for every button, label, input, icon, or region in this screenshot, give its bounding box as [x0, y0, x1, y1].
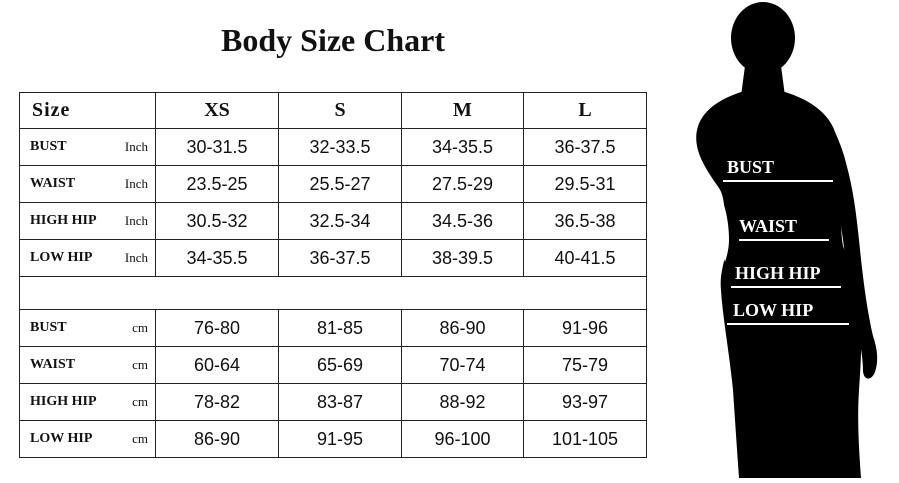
row-label	[20, 166, 156, 203]
low-hip-line	[727, 323, 849, 325]
size-value: 60-64	[156, 347, 279, 384]
figure-label-waist: WAIST	[739, 216, 798, 236]
table-header-row	[20, 93, 647, 129]
column-header-xs: XS	[156, 93, 279, 129]
waist-line	[739, 239, 829, 241]
size-value: 25.5-27	[279, 166, 402, 203]
row-label	[20, 240, 156, 277]
size-value: 29.5-31	[524, 166, 647, 203]
unit-label: cm	[132, 357, 148, 372]
table-row	[20, 203, 647, 240]
size-value: 32-33.5	[279, 129, 402, 166]
size-chart-table	[19, 92, 647, 458]
size-value: 36-37.5	[524, 129, 647, 166]
measurement-label: BUST	[30, 320, 67, 335]
measurement-label: WAIST	[30, 357, 76, 372]
row-label	[20, 384, 156, 421]
size-value: 65-69	[279, 347, 402, 384]
size-value: 32.5-34	[279, 203, 402, 240]
column-header-l: L	[524, 93, 647, 129]
size-value: 75-79	[524, 347, 647, 384]
size-value: 30.5-32	[156, 203, 279, 240]
table-row	[20, 240, 647, 277]
row-label	[20, 203, 156, 240]
measurement-label: LOW HIP	[30, 250, 93, 265]
size-value: 96-100	[402, 421, 524, 458]
table-row	[20, 310, 647, 347]
size-value: 83-87	[279, 384, 402, 421]
page-title: Body Size Chart	[221, 22, 445, 58]
row-label	[20, 421, 156, 458]
measurement-label: WAIST	[30, 176, 76, 191]
unit-label: cm	[132, 431, 148, 446]
size-value: 88-92	[402, 384, 524, 421]
size-value: 91-95	[279, 421, 402, 458]
unit-label: Inch	[124, 176, 148, 191]
column-header-s: S	[279, 93, 402, 129]
measurement-label: LOW HIP	[30, 431, 93, 446]
unit-label: Inch	[124, 139, 148, 154]
size-value: 86-90	[402, 310, 524, 347]
size-value: 101-105	[524, 421, 647, 458]
size-header: Size	[20, 93, 156, 129]
size-value: 86-90	[156, 421, 279, 458]
table-row	[20, 421, 647, 458]
table-row	[20, 347, 647, 384]
column-header-m: M	[402, 93, 524, 129]
spacer-row	[20, 277, 647, 310]
unit-label: cm	[132, 320, 148, 335]
size-value: 36-37.5	[279, 240, 402, 277]
size-value: 76-80	[156, 310, 279, 347]
row-label	[20, 310, 156, 347]
body-figure	[683, 0, 899, 478]
spacer-cell	[20, 277, 647, 310]
high-hip-line	[731, 286, 841, 288]
unit-label: cm	[132, 394, 148, 409]
size-value: 40-41.5	[524, 240, 647, 277]
figure-label-high-hip: HIGH HIP	[735, 263, 821, 283]
table-row	[20, 384, 647, 421]
size-value: 38-39.5	[402, 240, 524, 277]
measurement-label: BUST	[30, 139, 67, 154]
measurement-label: HIGH HIP	[30, 394, 97, 409]
unit-label: Inch	[124, 250, 148, 265]
table-row	[20, 129, 647, 166]
row-label	[20, 129, 156, 166]
size-value: 34-35.5	[402, 129, 524, 166]
unit-label: Inch	[124, 213, 148, 228]
size-value: 93-97	[524, 384, 647, 421]
measurement-label: HIGH HIP	[30, 213, 97, 228]
row-label	[20, 347, 156, 384]
size-value: 27.5-29	[402, 166, 524, 203]
size-value: 23.5-25	[156, 166, 279, 203]
table-row	[20, 166, 647, 203]
bust-line	[723, 180, 833, 182]
size-value: 36.5-38	[524, 203, 647, 240]
figure-label-low-hip: LOW HIP	[733, 300, 814, 320]
size-value: 34.5-36	[402, 203, 524, 240]
figure-label-bust: BUST	[727, 157, 775, 177]
size-value: 78-82	[156, 384, 279, 421]
size-value: 81-85	[279, 310, 402, 347]
size-value: 91-96	[524, 310, 647, 347]
size-value: 70-74	[402, 347, 524, 384]
size-value: 34-35.5	[156, 240, 279, 277]
size-value: 30-31.5	[156, 129, 279, 166]
